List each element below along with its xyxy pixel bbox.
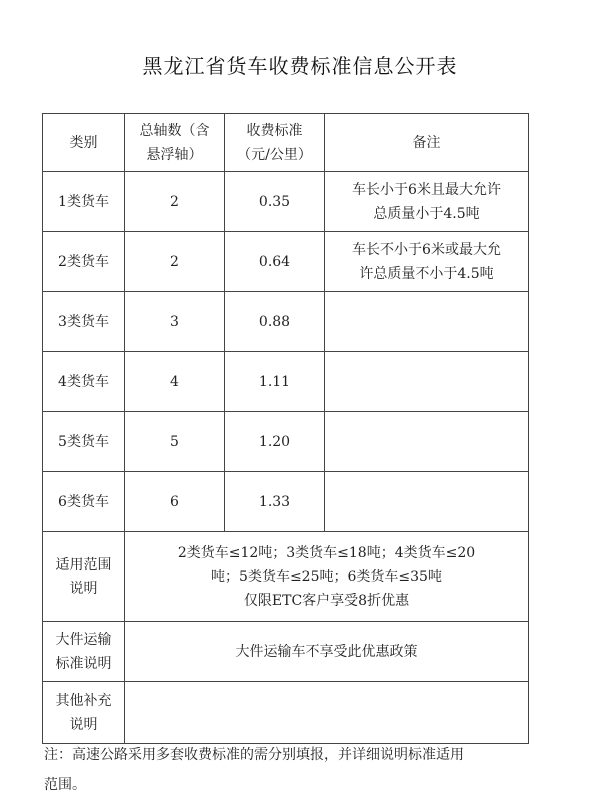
scope-label: 适用范围 说明 (43, 532, 125, 622)
row-category: 2类货车 (43, 232, 125, 292)
table-row (43, 412, 529, 472)
fee-table (42, 113, 529, 744)
footnote: 注：高速公路采用多套收费标准的需分别填报，并详细说明标准适用 范围。 (44, 747, 464, 793)
header-category: 类别 (43, 114, 125, 172)
row-rate: 1.11 (225, 352, 325, 412)
scope-row (43, 532, 529, 622)
table-row (43, 172, 529, 232)
row-rate: 0.35 (225, 172, 325, 232)
oversize-row (43, 622, 529, 682)
scope-text: 2类货车≤12吨；3类货车≤18吨；4类货车≤20 吨；5类货车≤25吨；6类货车≤35吨 仅限ETC客户享受8折优惠 (125, 532, 529, 622)
row-axles: 6 (125, 472, 225, 532)
row-rate: 0.64 (225, 232, 325, 292)
header-rate: 收费标准 （元/公里） (225, 114, 325, 172)
row-rate: 1.33 (225, 472, 325, 532)
row-axles: 2 (125, 172, 225, 232)
document-title: 黑龙江省货车收费标准信息公开表 (142, 54, 458, 78)
row-rate: 1.20 (225, 412, 325, 472)
table-row (43, 292, 529, 352)
oversize-label: 大件运输 标准说明 (43, 622, 125, 682)
row-remark (325, 412, 529, 472)
row-category: 5类货车 (43, 412, 125, 472)
row-category: 3类货车 (43, 292, 125, 352)
header-axles: 总轴数（含 悬浮轴） (125, 114, 225, 172)
other-text (125, 682, 529, 744)
row-remark: 车长不小于6米或最大允 许总质量不小于4.5吨 (325, 232, 529, 292)
other-label: 其他补充 说明 (43, 682, 125, 744)
header-remarks: 备注 (325, 114, 529, 172)
row-axles: 4 (125, 352, 225, 412)
row-category: 1类货车 (43, 172, 125, 232)
row-remark: 车长小于6米且最大允许 总质量小于4.5吨 (325, 172, 529, 232)
table-row (43, 472, 529, 532)
table-row (43, 352, 529, 412)
row-axles: 3 (125, 292, 225, 352)
table-row (43, 232, 529, 292)
row-category: 6类货车 (43, 472, 125, 532)
row-axles: 5 (125, 412, 225, 472)
other-row (43, 682, 529, 744)
row-remark (325, 472, 529, 532)
row-category: 4类货车 (43, 352, 125, 412)
row-axles: 2 (125, 232, 225, 292)
header-row (43, 114, 529, 172)
row-remark (325, 352, 529, 412)
row-rate: 0.88 (225, 292, 325, 352)
oversize-text: 大件运输车不享受此优惠政策 (125, 622, 529, 682)
row-remark (325, 292, 529, 352)
